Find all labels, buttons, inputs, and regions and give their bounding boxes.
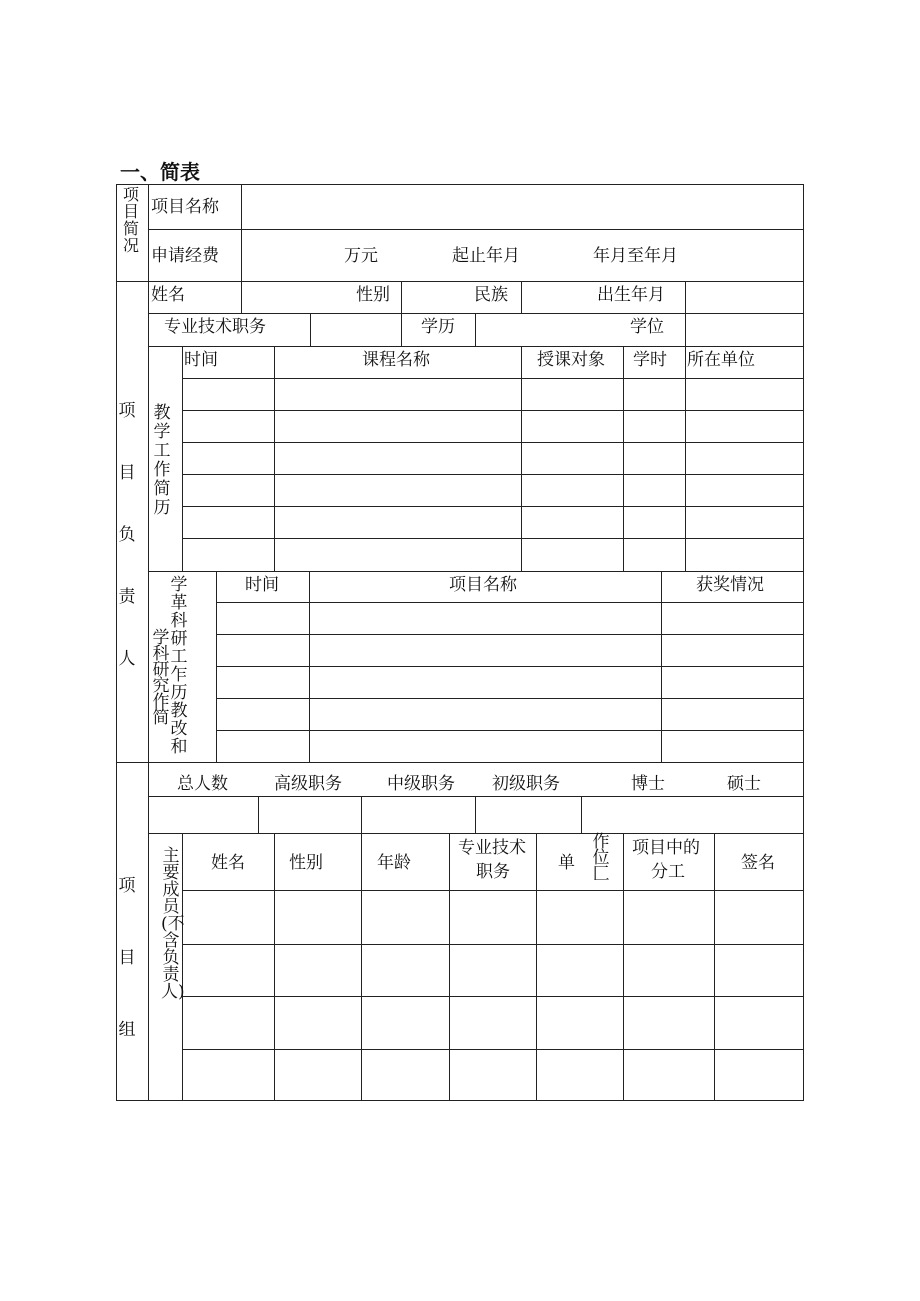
member-header-title-line1: 专业技术 (458, 838, 526, 858)
member-header-sign: 签名 (741, 853, 775, 873)
members-side-label: 主要成员(不含负责人) (161, 846, 185, 1002)
junior-label: 初级职务 (492, 774, 560, 794)
tech-title-label: 专业技术职务 (164, 317, 266, 337)
education-label: 学历 (421, 317, 455, 337)
funding-label: 申请经费 (151, 246, 219, 266)
member-header-unit-b: 作位匚 (592, 832, 610, 884)
teaching-header-hours: 学时 (633, 350, 667, 370)
section-title: 一、简表 (120, 160, 200, 184)
phd-label: 博士 (631, 774, 665, 794)
overview-side-label: 项目简况 (122, 185, 139, 255)
member-header-role-line1: 项目中的 (632, 838, 700, 858)
teaching-header-course: 课程名称 (362, 350, 430, 370)
total-label: 总人数 (177, 774, 228, 794)
senior-label: 高级职务 (274, 774, 342, 794)
birth-label: 出生年月 (597, 285, 665, 305)
degree-label: 学位 (630, 317, 664, 337)
leader-side-label: 项目负责人 (118, 401, 136, 669)
teaching-header-unit: 所在单位 (687, 350, 755, 370)
project-name-label: 项目名称 (151, 197, 219, 217)
member-header-name: 姓名 (211, 853, 245, 873)
gender-label: 性别 (356, 285, 390, 305)
master-label: 硕士 (727, 774, 761, 794)
research-side-label-left: 学科研究作简 (152, 628, 170, 728)
member-header-title-line2: 职务 (476, 862, 510, 882)
teaching-side-label: 教学工作简历 (153, 403, 171, 518)
teaching-header-time: 时间 (184, 350, 218, 370)
research-header-award: 获奖情况 (696, 575, 764, 595)
ethnicity-label: 民族 (474, 285, 508, 305)
member-header-role-line2: 分工 (651, 862, 685, 882)
period-label: 起止年月 (452, 246, 520, 266)
research-header-time: 时间 (245, 575, 279, 595)
team-side-label: 项目组 (118, 876, 136, 1040)
research-header-project: 项目名称 (449, 575, 517, 595)
period-value: 年月至年月 (593, 246, 678, 266)
member-header-gender: 性别 (289, 853, 323, 873)
member-header-age: 年龄 (377, 853, 411, 873)
member-header-unit-a: 单 (558, 853, 575, 873)
teaching-header-audience: 授课对象 (537, 350, 605, 370)
research-side-label-right: 学革科研工乍历教改和 (170, 575, 188, 757)
funding-unit: 万元 (344, 246, 378, 266)
name-label: 姓名 (151, 285, 185, 305)
middle-label: 中级职务 (387, 774, 455, 794)
